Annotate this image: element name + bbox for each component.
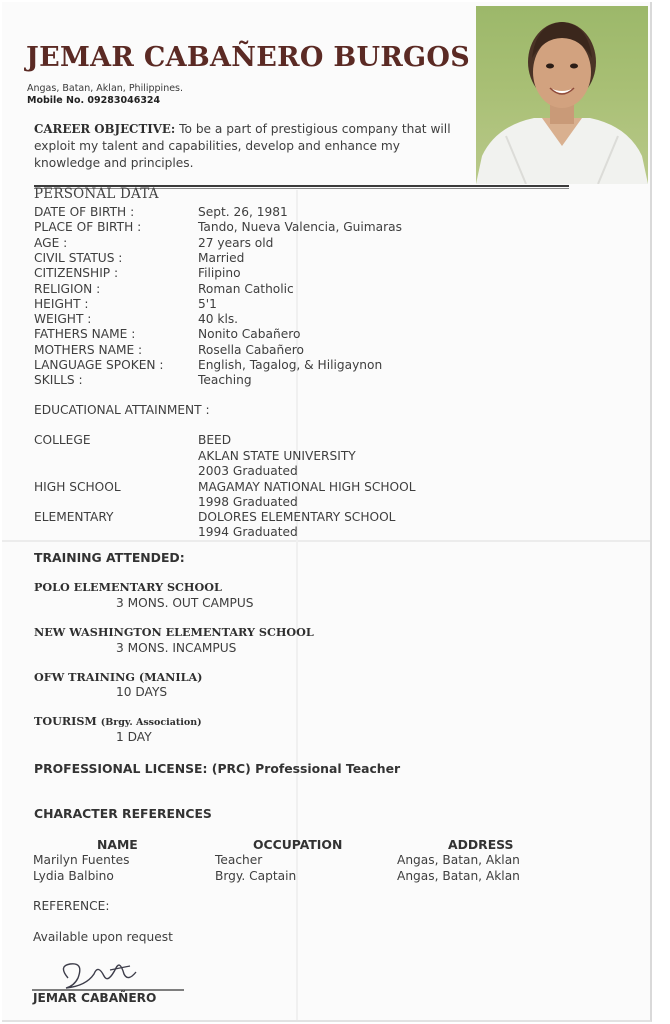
career-objective-label: CAREER OBJECTIVE: bbox=[34, 122, 176, 136]
applicant-photo bbox=[476, 6, 648, 184]
character-references-heading: CHARACTER REFERENCES bbox=[34, 806, 212, 821]
personal-field-value: Sept. 26, 1981 bbox=[198, 205, 288, 219]
training-name-note: (Brgy. Association) bbox=[100, 717, 202, 728]
personal-field-label: WEIGHT : bbox=[34, 312, 92, 326]
ref-address: Angas, Batan, Aklan bbox=[397, 853, 520, 867]
college-degree: BEED bbox=[198, 433, 232, 447]
paper-fold-line bbox=[296, 190, 298, 1020]
career-objective bbox=[34, 121, 458, 172]
high-school-name: MAGAMAY NATIONAL HIGH SCHOOL bbox=[198, 480, 416, 494]
ref-col-name: NAME bbox=[97, 837, 138, 852]
training-name: OFW TRAINING (MANILA) bbox=[34, 670, 203, 684]
training-detail: 3 MONS. OUT CAMPUS bbox=[116, 596, 254, 610]
personal-field-value: 5'1 bbox=[198, 297, 217, 311]
signature-name: JEMAR CABAÑERO bbox=[33, 991, 157, 1005]
personal-field-value: Roman Catholic bbox=[198, 282, 294, 296]
training-detail: 3 MONS. INCAMPUS bbox=[116, 641, 237, 655]
ref-occupation: Teacher bbox=[215, 853, 263, 867]
applicant-name: JEMAR CABAÑERO BURGOS bbox=[26, 42, 471, 73]
ref-col-address: ADDRESS bbox=[448, 837, 514, 852]
personal-field-label: CIVIL STATUS : bbox=[34, 251, 123, 265]
applicant-mobile: Mobile No. 09283046324 bbox=[27, 95, 161, 106]
personal-data-heading: PERSONAL DATA bbox=[34, 186, 159, 202]
elementary-year: 1994 Graduated bbox=[198, 525, 298, 539]
professional-license: PROFESSIONAL LICENSE: (PRC) Professional Teacher bbox=[34, 761, 401, 776]
education-heading: EDUCATIONAL ATTAINMENT : bbox=[34, 403, 210, 417]
elementary-label: ELEMENTARY bbox=[34, 510, 114, 524]
training-detail: 1 DAY bbox=[116, 730, 152, 744]
personal-field-value: Rosella Cabañero bbox=[198, 343, 304, 357]
high-school-year: 1998 Graduated bbox=[198, 495, 298, 509]
ref-name: Marilyn Fuentes bbox=[33, 853, 130, 867]
personal-field-value: Filipino bbox=[198, 266, 241, 280]
ref-occupation: Brgy. Captain bbox=[215, 869, 297, 883]
training-name: NEW WASHINGTON ELEMENTARY SCHOOL bbox=[34, 625, 314, 639]
ref-col-occupation: OCCUPATION bbox=[253, 837, 343, 852]
personal-field-label: DATE OF BIRTH : bbox=[34, 205, 135, 219]
ref-address: Angas, Batan, Aklan bbox=[397, 869, 520, 883]
personal-field-value: Married bbox=[198, 251, 245, 265]
college-label: COLLEGE bbox=[34, 433, 91, 447]
paper-fold-line bbox=[2, 540, 650, 542]
personal-field-label: LANGUAGE SPOKEN : bbox=[34, 358, 164, 372]
personal-field-value: Nonito Cabañero bbox=[198, 327, 301, 341]
training-name-main: TOURISM bbox=[34, 714, 97, 728]
college-year: 2003 Graduated bbox=[198, 464, 298, 478]
personal-field-value: English, Tagalog, & Hiligaynon bbox=[198, 358, 383, 372]
elementary-name: DOLORES ELEMENTARY SCHOOL bbox=[198, 510, 396, 524]
personal-field-value: Tando, Nueva Valencia, Guimaras bbox=[198, 220, 402, 234]
personal-field-label: MOTHERS NAME : bbox=[34, 343, 143, 357]
personal-field-label: CITIZENSHIP : bbox=[34, 266, 119, 280]
personal-field-label: RELIGION : bbox=[34, 282, 101, 296]
personal-field-label: FATHERS NAME : bbox=[34, 327, 136, 341]
training-detail: 10 DAYS bbox=[116, 685, 168, 699]
ref-name: Lydia Balbino bbox=[33, 869, 114, 883]
high-school-label: HIGH SCHOOL bbox=[34, 480, 121, 494]
personal-field-label: PLACE OF BIRTH : bbox=[34, 220, 142, 234]
training-heading: TRAINING ATTENDED: bbox=[34, 550, 185, 565]
college-school: AKLAN STATE UNIVERSITY bbox=[198, 449, 356, 463]
personal-field-label: HEIGHT : bbox=[34, 297, 89, 311]
personal-field-value: 40 kls. bbox=[198, 312, 239, 326]
personal-field-label: SKILLS : bbox=[34, 373, 83, 387]
reference-note: Available upon request bbox=[33, 930, 173, 944]
career-objective-text: To be a part of prestigious company that will exploit my talent and capabilities, develop and enhance my knowledge and principles. bbox=[34, 122, 451, 170]
reference-label: REFERENCE: bbox=[33, 899, 110, 913]
personal-field-value: Teaching bbox=[198, 373, 252, 387]
handwritten-signature bbox=[28, 956, 188, 994]
training-name: POLO ELEMENTARY SCHOOL bbox=[34, 580, 222, 594]
personal-field-value: 27 years old bbox=[198, 236, 274, 250]
personal-field-label: AGE : bbox=[34, 236, 68, 250]
applicant-address: Angas, Batan, Aklan, Philippines. bbox=[27, 83, 184, 94]
training-name bbox=[34, 714, 202, 728]
